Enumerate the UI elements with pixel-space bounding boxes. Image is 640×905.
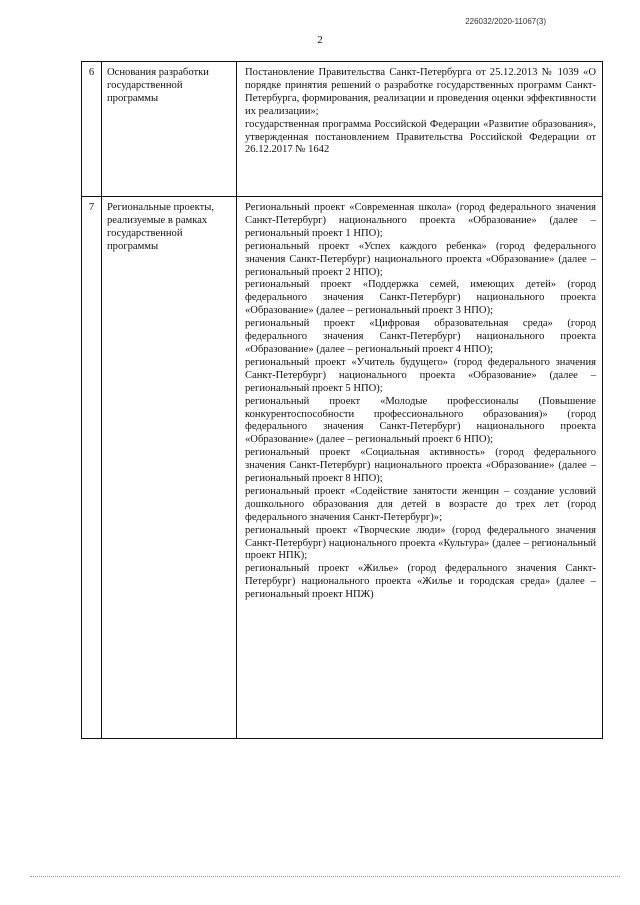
document-id: 226032/2020-11067(3)	[465, 17, 546, 26]
content-paragraph: региональный проект «Цифровая образовательная среда» (город федерального значения Санкт-Петербург) национального проекта «Образование» (далее – региональный проект 4 НПО);	[245, 318, 596, 355]
content-paragraph: региональный проект «Поддержка семей, имеющих детей» (город федерального значения Санкт-Петербург) национального проекта «Образование» (далее – региональный проект 3 НПО);	[245, 279, 596, 317]
row-content	[237, 197, 603, 739]
content-paragraph: региональный проект «Молодые профессионалы (Повышение конкурентоспособности профессионального образования)» (город федерального значения Санкт-Петербург) национального проекта «Образование» (далее – региональный проект 6 НПО);	[245, 395, 596, 446]
row-label: Региональные проекты, реализуемые в рамках государственной программы	[102, 197, 237, 739]
content-paragraph: региональный проект «Учитель будущего» (город федерального значения Санкт-Петербург) национального проекта «Образование» (далее – региональный проект 5 НПО);	[245, 356, 596, 394]
content-paragraph: региональный проект «Жилье» (город федерального значения Санкт-Петербург) национального проекта «Жилье и городская среда» (далее – региональный проект НПЖ)	[245, 563, 596, 601]
row-content	[237, 62, 603, 197]
table-row	[82, 197, 603, 739]
table-row	[82, 62, 603, 197]
scan-artifact-line	[30, 876, 620, 887]
content-paragraph: Постановление Правительства Санкт-Петербурга от 25.12.2013 № 1039 «О порядке принятия решений о разработке государственных программ Санкт-Петербурга, формирования, реализации и проведения оценки эффективности их реализации»;	[245, 67, 596, 117]
content-paragraph: региональный проект «Социальная активность» (город федерального значения Санкт-Петербург) национального проекта «Образование» (далее – региональный проект 8 НПО);	[245, 447, 596, 485]
program-passport-table	[81, 61, 603, 739]
content-paragraph: региональный проект «Содействие занятости женщин – создание условий дошкольного образования для детей в возрасте до трех лет (город федерального значения Санкт-Петербург)»;	[245, 485, 596, 523]
content-paragraph: региональный проект «Успех каждого ребенка» (город федерального значения Санкт-Петербург) национального проекта «Образование» (далее – региональный проект 2 НПО);	[245, 240, 596, 278]
row-number: 7	[82, 197, 102, 739]
page-number: 2	[317, 34, 323, 46]
content-paragraph: Региональный проект «Современная школа» (город федерального значения Санкт-Петербург) национального проекта «Образование» (далее – региональный проект 1 НПО);	[245, 202, 596, 239]
content-paragraph: региональный проект «Творческие люди» (город федерального значения Санкт-Петербург) национального проекта «Культура» (далее – региональный проект НПК);	[245, 524, 596, 562]
row-label: Основания разработки государственной программы	[102, 62, 237, 197]
content-paragraph: государственная программа Российской Федерации «Развитие образования», утвержденная постановлением Правительства Российской Федерации от 26.12.2017 № 1642	[245, 118, 596, 156]
row-number: 6	[82, 62, 102, 197]
